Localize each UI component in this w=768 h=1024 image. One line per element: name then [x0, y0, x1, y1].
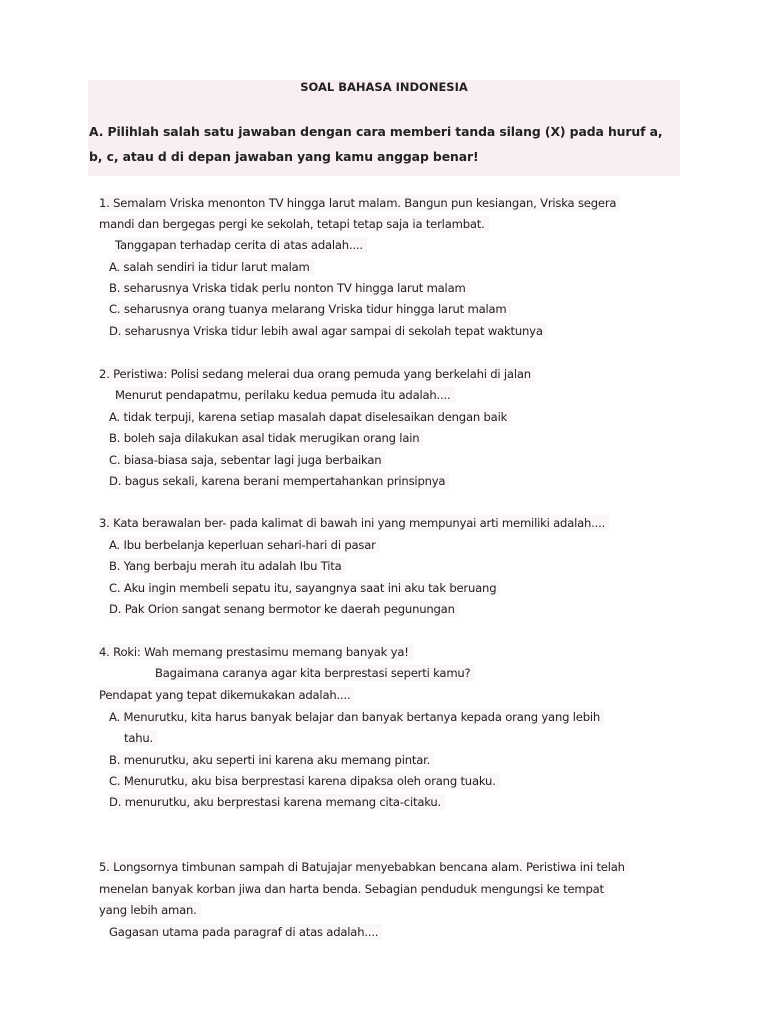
- option-d: D. menurutku, aku berprestasi karena memang cita-citaku.: [109, 794, 445, 810]
- option-b: B. seharusnya Vriska tidak perlu nonton TV hingga larut malam: [109, 280, 470, 296]
- question-prompt: Gagasan utama pada paragraf di atas adalah....: [109, 924, 382, 940]
- question-prompt: Pendapat yang tepat dikemukakan adalah....: [99, 687, 354, 703]
- instruction-line-2: b, c, atau d di depan jawaban yang kamu anggap benar!: [89, 149, 479, 164]
- option-b: B. Yang berbaju merah itu adalah Ibu Tita: [109, 558, 346, 574]
- option-b: B. menurutku, aku seperti ini karena aku memang pintar.: [109, 752, 434, 768]
- question-text: menelan banyak korban jiwa dan harta benda. Sebagian penduduk mengungsi ke tempat: [99, 881, 608, 897]
- question-text: 2. Peristiwa: Polisi sedang melerai dua orang pemuda yang berkelahi di jalan: [99, 366, 535, 382]
- question-text: 1. Semalam Vriska menonton TV hingga larut malam. Bangun pun kesiangan, Vriska segera: [99, 195, 620, 211]
- page-title: SOAL BAHASA INDONESIA: [300, 80, 468, 94]
- question-text: 5. Longsornya timbunan sampah di Batujajar menyebabkan bencana alam. Peristiwa ini telah: [99, 859, 629, 875]
- option-a-continued: tahu.: [124, 730, 157, 746]
- option-d: D. Pak Orion sangat senang bermotor ke daerah pegunungan: [109, 601, 459, 617]
- option-a: A. Ibu berbelanja keperluan sehari-hari di pasar: [109, 537, 380, 553]
- option-a: A. tidak terpuji, karena setiap masalah dapat diselesaikan dengan baik: [109, 409, 511, 425]
- question-text: 4. Roki: Wah memang prestasimu memang banyak ya!: [99, 644, 413, 660]
- question-prompt: Tanggapan terhadap cerita di atas adalah....: [115, 237, 367, 253]
- option-c: C. seharusnya orang tuanya melarang Vriska tidur hingga larut malam: [109, 301, 511, 317]
- option-c: C. biasa-biasa saja, sebentar lagi juga berbaikan: [109, 452, 385, 468]
- option-a: A. Menurutku, kita harus banyak belajar dan banyak bertanya kepada orang yang lebih: [109, 709, 604, 725]
- question-text: 3. Kata berawalan ber- pada kalimat di bawah ini yang mempunyai arti memiliki adalah....: [99, 515, 609, 531]
- option-b: B. boleh saja dilakukan asal tidak merugikan orang lain: [109, 430, 423, 446]
- question-text: mandi dan bergegas pergi ke sekolah, tetapi tetap saja ia terlambat.: [99, 216, 489, 232]
- option-a: A. salah sendiri ia tidur larut malam: [109, 259, 314, 275]
- option-c: C. Aku ingin membeli sepatu itu, sayangnya saat ini aku tak beruang: [109, 580, 500, 596]
- question-text: Bagaimana caranya agar kita berprestasi seperti kamu?: [155, 665, 475, 681]
- question-prompt: Menurut pendapatmu, perilaku kedua pemuda itu adalah....: [115, 387, 455, 403]
- option-d: D. bagus sekali, karena berani mempertahankan prinsipnya: [109, 473, 449, 489]
- instruction-line-1: A. Pilihlah salah satu jawaban dengan cara memberi tanda silang (X) pada huruf a,: [89, 124, 663, 139]
- option-c: C. Menurutku, aku bisa berprestasi karena dipaksa oleh orang tuaku.: [109, 773, 500, 789]
- option-d: D. seharusnya Vriska tidur lebih awal agar sampai di sekolah tepat waktunya: [109, 323, 547, 339]
- question-text: yang lebih aman.: [99, 902, 201, 918]
